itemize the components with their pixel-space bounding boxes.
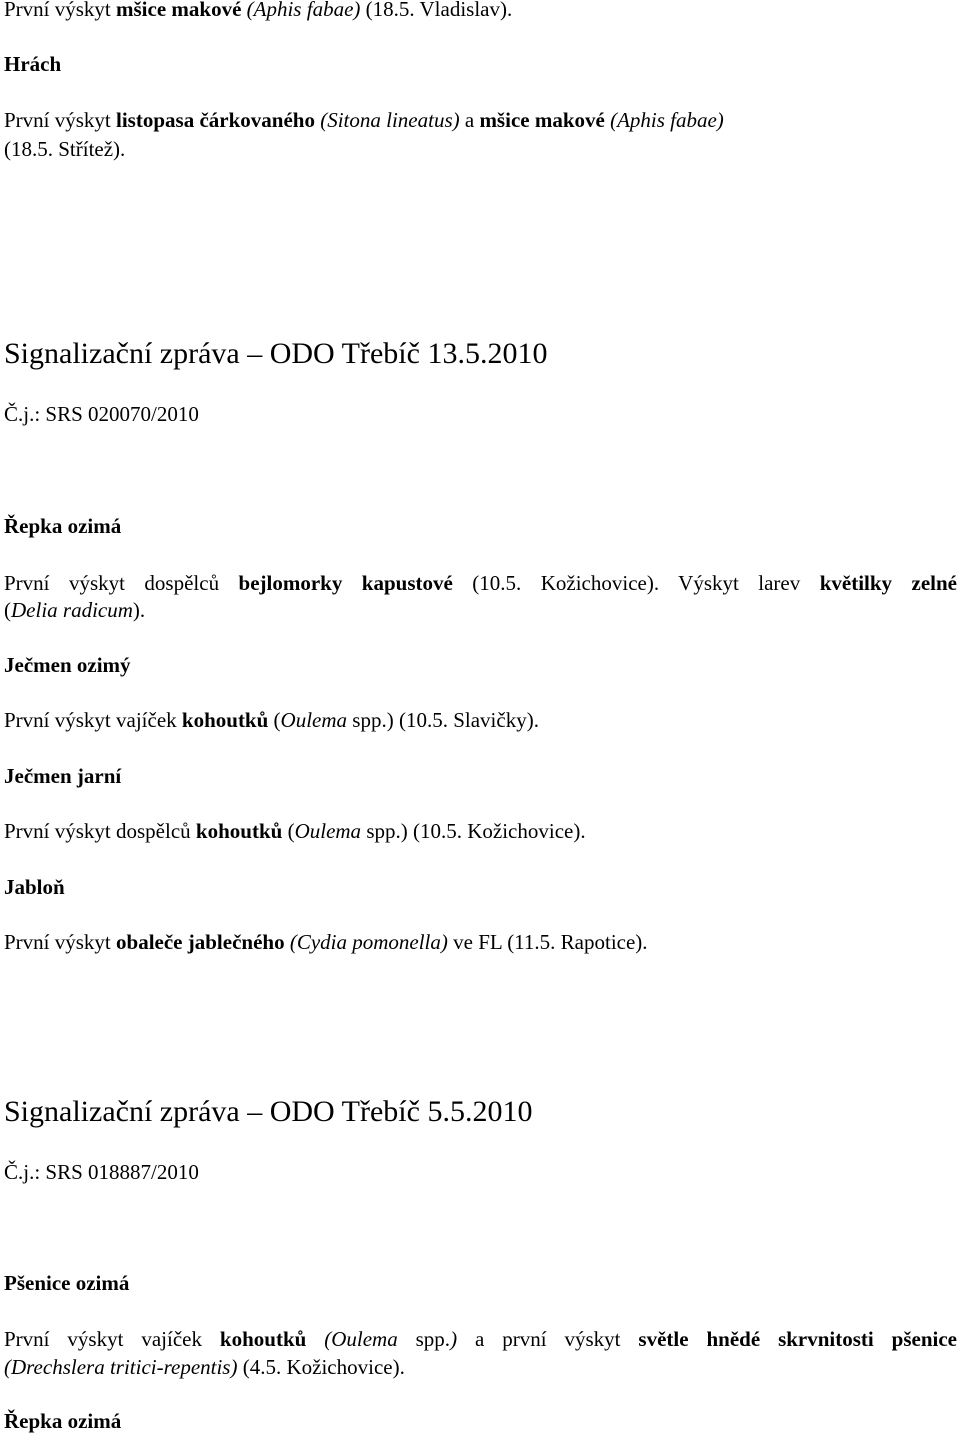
crop-heading-repka: Řepka ozimá [4, 1409, 122, 1433]
text-line: První výskyt obaleče jablečného (Cydia pomonella) ve FL (11.5. Rapotice). [4, 930, 648, 954]
crop-heading-repka: Řepka ozimá [4, 514, 122, 538]
text-line: První výskyt listopasa čárkovaného (Sitona lineatus) a mšice makové (Aphis fabae) [4, 108, 724, 132]
report-reference: Č.j.: SRS 018887/2010 [4, 1160, 199, 1184]
report-reference: Č.j.: SRS 020070/2010 [4, 402, 199, 426]
text-line: První výskyt dospělců kohoutků (Oulema spp.) (10.5. Kožichovice). [4, 819, 586, 843]
text-line: První výskyt vajíček kohoutků (Oulema spp.) (10.5. Slavičky). [4, 708, 539, 732]
crop-heading-jecmen-ozimy: Ječmen ozimý [4, 653, 131, 677]
report-title: Signalizační zpráva – ODO Třebíč 13.5.2010 [4, 337, 548, 370]
text-line: První výskyt mšice makové (Aphis fabae) (18.5. Vladislav). [4, 0, 513, 21]
crop-heading-jecmen-jarni: Ječmen jarní [4, 764, 122, 788]
text-line: (Drechslera tritici-repentis) (4.5. Kožichovice). [4, 1355, 405, 1379]
text-line: První výskyt vajíček kohoutků (Oulema spp.) a první výskyt světle hnědé skrvnitosti pšenice [4, 1327, 957, 1351]
crop-heading-hrach: Hrách [4, 52, 62, 76]
report-title: Signalizační zpráva – ODO Třebíč 5.5.2010 [4, 1095, 533, 1128]
crop-heading-psenice: Pšenice ozimá [4, 1271, 130, 1295]
crop-heading-jablon: Jabloň [4, 875, 65, 899]
text-line: (18.5. Střítež). [4, 137, 126, 161]
text-line: (Delia radicum). [4, 598, 146, 622]
text-line: První výskyt dospělců bejlomorky kapustové (10.5. Kožichovice). Výskyt larev květilky zelné [4, 571, 957, 595]
